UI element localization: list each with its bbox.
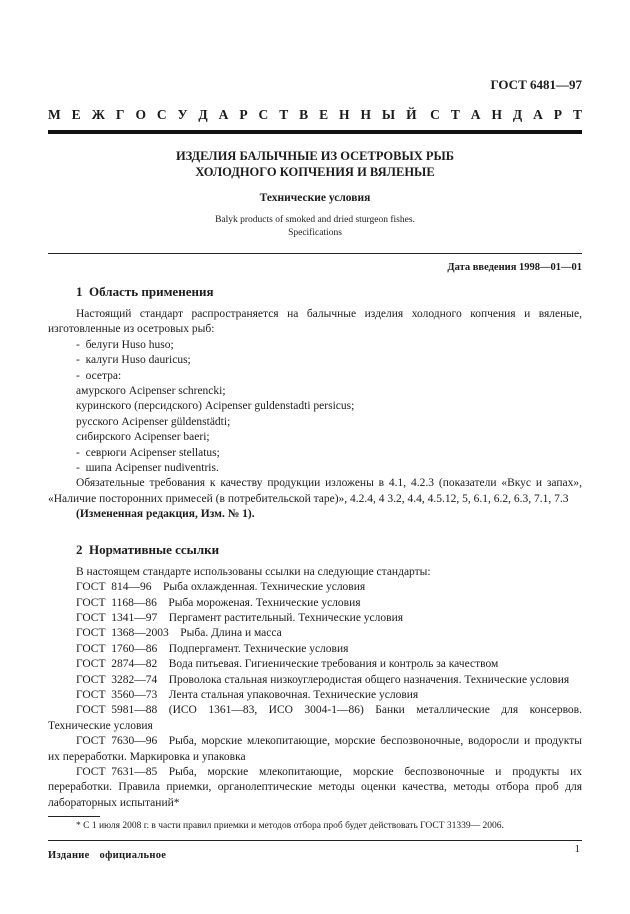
references-intro: В настоящем стандарте использованы ссылки на следующие стандарты: xyxy=(76,565,431,578)
thick-divider xyxy=(48,130,582,134)
mandatory-requirements: Обязательные требования к качеству продукции изложены в 4.1, 4.2.3 (показатели «Вкус и запах», «Наличие посторонних примесей (в потребительской таре)», 4.2.4, 4 3.2, 4.4, 4.5.12, 5, 6.1, 6.2, 6.3, 7.1, 7.3 xyxy=(48,477,582,505)
page-number: 1 xyxy=(574,843,580,855)
reference-item: ГОСТ 1368—2003 Рыба. Длина и масса xyxy=(76,627,282,640)
edition-note: Издание официальное xyxy=(48,850,167,862)
reference-item: ГОСТ 7631—85 Рыба, морские млекопитающие, морские беспозвоночные и продукты их переработки. Правила приемки, органолептические методы оценки качества, методы отбора проб для лабораторных испытаний* xyxy=(48,765,582,809)
species-item: амурского Acipenser schrencki; xyxy=(76,385,226,398)
reference-item: ГОСТ 7630—96 Рыба, морские млекопитающие, морские беспозвоночные, водоросли и продукты их переработки. Маркировка и упаковка xyxy=(48,735,582,763)
document-title-english-line1: Balyk products of smoked and dried sturgeon fishes. xyxy=(215,215,415,225)
document-title-english xyxy=(48,214,582,240)
thin-divider xyxy=(48,253,582,254)
reference-item: ГОСТ 814—96 Рыба охлажденная. Технические условия xyxy=(76,581,366,594)
footnote-block xyxy=(48,816,582,833)
document-title-line1: ИЗДЕЛИЯ БАЛЫЧНЫЕ ИЗ ОСЕТРОВЫХ РЫБ xyxy=(175,149,455,163)
doc-code: ГОСТ 6481—97 xyxy=(490,77,582,92)
species-item: сибирского Acipenser baeri; xyxy=(76,431,210,444)
reference-item: ГОСТ 3560—73 Лента стальная упаковочная. Технические условия xyxy=(76,688,419,701)
section1-body xyxy=(48,307,582,523)
document-title-line2: ХОЛОДНОГО КОПЧЕНИЯ И ВЯЛЕНЫЕ xyxy=(195,165,435,179)
species-item: - севрюги Acipenser stellatus; xyxy=(76,446,220,459)
scope-intro: Настоящий стандарт распространяется на балычные изделия холодного копчения и вяленые, изготовленные из осетровых рыб: xyxy=(48,308,582,336)
section2-heading: 2 Нормативные ссылки xyxy=(76,541,220,557)
species-item: - калуги Huso dauricus; xyxy=(76,354,191,367)
reference-item: ГОСТ 2874—82 Вода питьевая. Гигиенические требования и контроль за качеством xyxy=(76,658,499,671)
reference-item: ГОСТ 1168—86 Рыба мороженая. Технические условия xyxy=(76,596,361,609)
reference-item: ГОСТ 1760—86 Подпергамент. Технические условия xyxy=(76,642,349,655)
document-title-english-line2: Specifications xyxy=(288,228,342,238)
section2-body xyxy=(48,565,582,812)
species-item: - белуги Huso huso; xyxy=(76,338,174,351)
section1-heading: 1 Область применения xyxy=(76,284,214,299)
reference-item: ГОСТ 3282—74 Проволока стальная низкоуглеродистая общего назначения. Технические условия xyxy=(76,673,570,686)
species-item: русского Acipenser güldenstädti; xyxy=(76,415,231,428)
bottom-divider xyxy=(48,840,582,841)
footnote-divider xyxy=(48,816,100,817)
amendment-note: (Измененная редакция, Изм. № 1). xyxy=(76,508,255,521)
reference-item: ГОСТ 5981—88 (ИСО 1361—83, ИСО 3004-1—86) Банки металлические для консервов. Технические условия xyxy=(48,704,582,732)
effective-date: Дата введения 1998—01—01 xyxy=(447,262,582,273)
footnote-text: * С 1 июля 2008 г. в части правил приемки и методов отбора проб будет действовать ГОСТ 31339— 2006. xyxy=(76,821,504,832)
document-subtitle: Технические условия xyxy=(259,192,371,204)
species-item: куринского (персидского) Acipenser guldenstadti persicus; xyxy=(76,400,355,413)
document-title xyxy=(48,148,582,180)
reference-item: ГОСТ 1341—97 Пергамент растительный. Технические условия xyxy=(76,611,404,624)
species-item: - шипа Acipenser nudiventris. xyxy=(76,462,219,475)
species-item: - осетра: xyxy=(76,369,122,382)
standard-type-banner: М Е Ж Г О С У Д А Р С Т В Е Н Н Ы Й С Т А Н Д А Р Т xyxy=(48,107,582,122)
